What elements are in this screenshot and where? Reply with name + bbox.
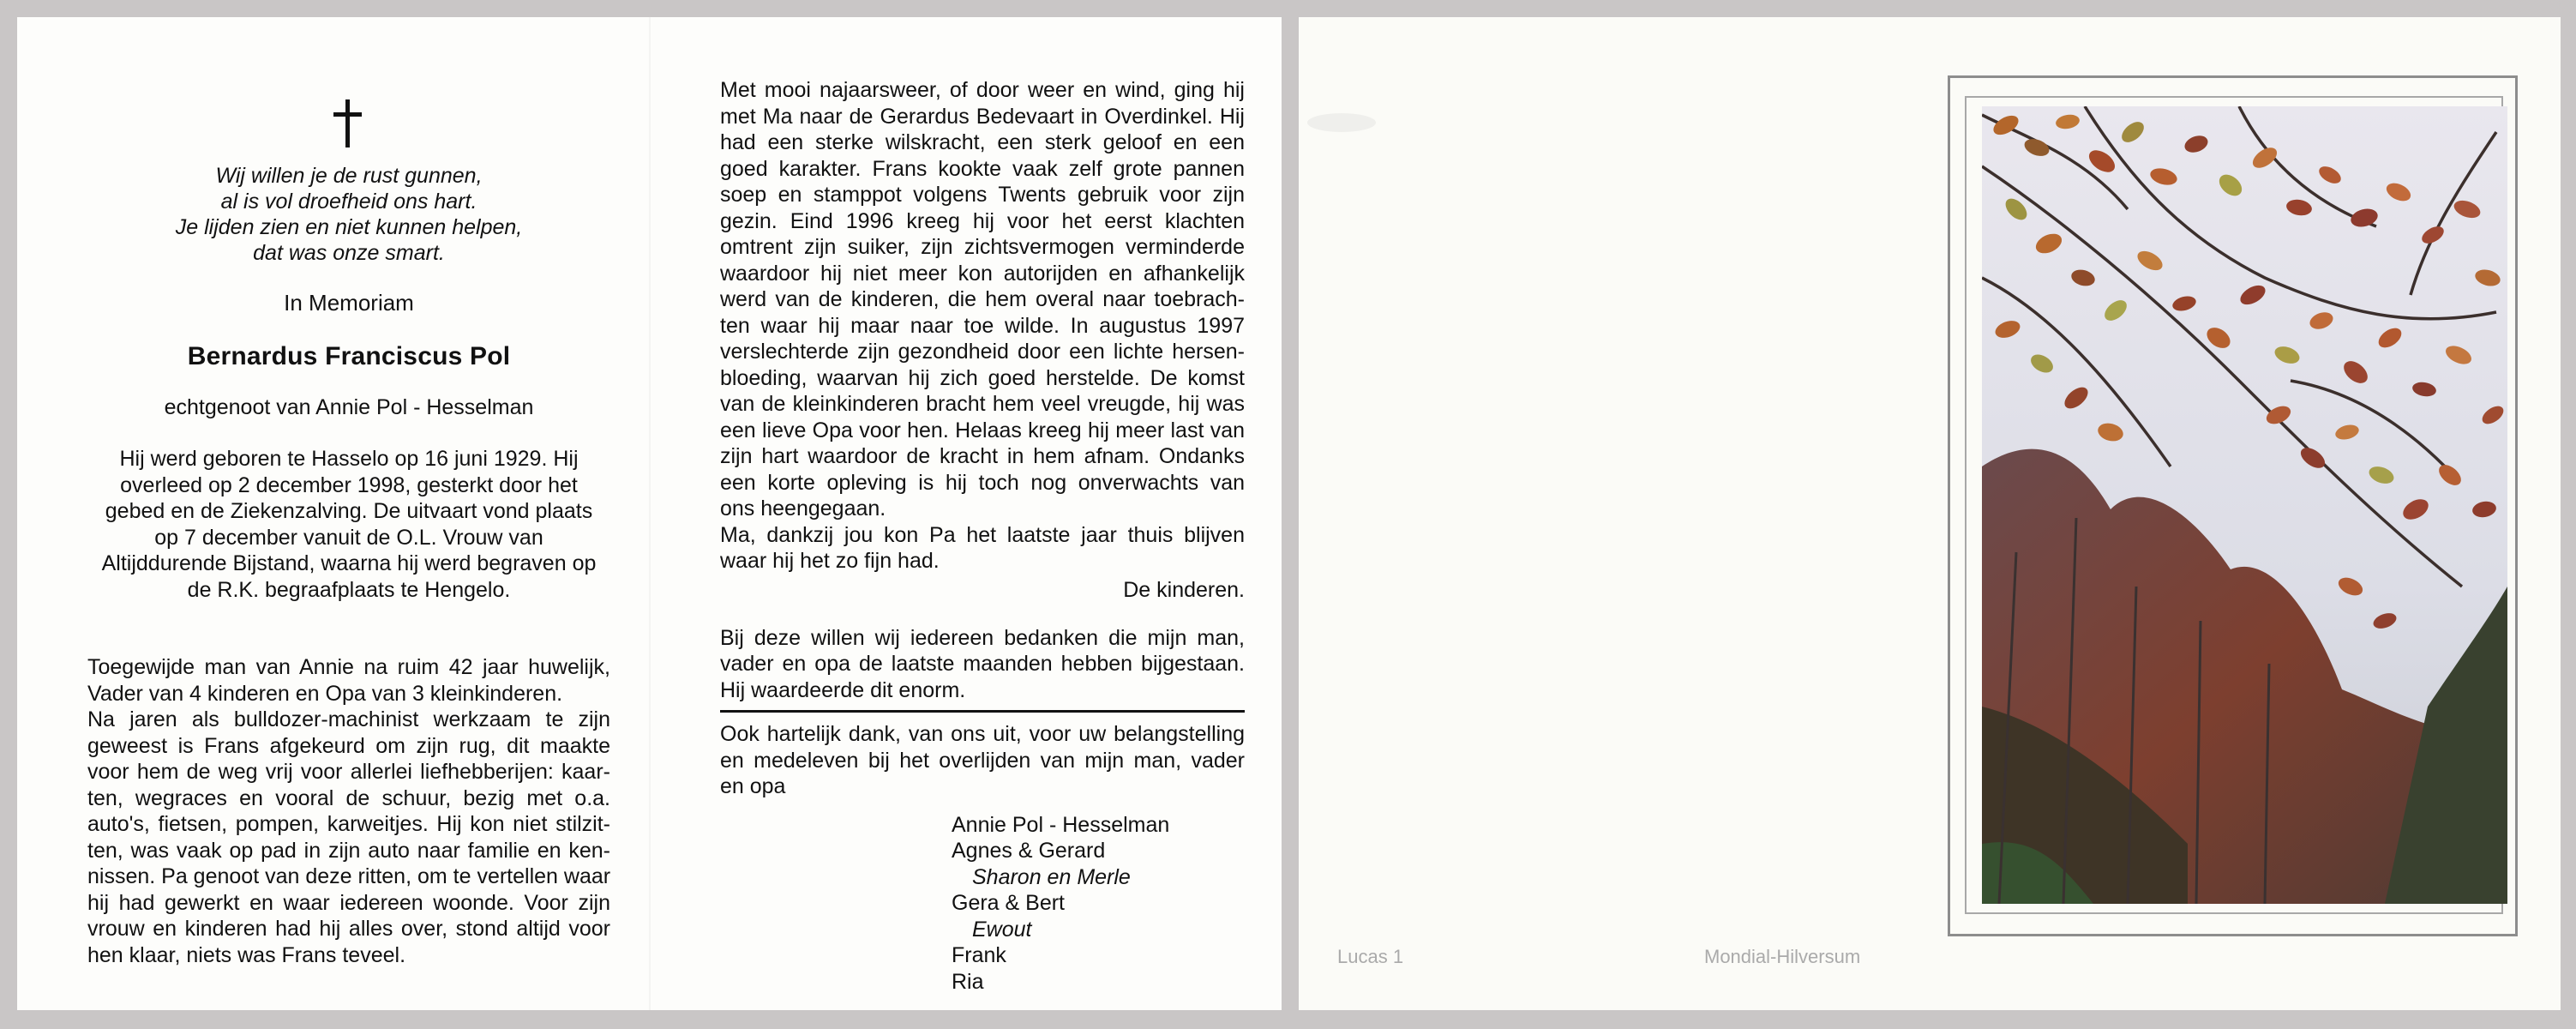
bio-line: op 7 december vanuit de O.L. Vrouw van [154, 525, 543, 550]
story-line: gezin. Eind 1996 kreeg hij voor het eerst klachten [720, 208, 1245, 233]
tribute-line: voor hem de weg vrij voor allerlei liefhebberijen: kaar- [87, 760, 610, 784]
paper-smudge [1307, 113, 1376, 132]
tribute-line: hen klaar, niets was Frans teveel. [87, 942, 406, 967]
spouse-line: echtgenoot van Annie Pol - Hesselman [164, 395, 534, 419]
footer-printer: Mondial-Hilversum [1704, 946, 1861, 967]
poem [87, 163, 610, 266]
children-signature: De kinderen. [1123, 577, 1245, 602]
signatory: Annie Pol - Hesselman [952, 812, 1170, 837]
story-line: soep en stamppot volgens Twents gebruik voor zijn [720, 183, 1245, 207]
signatory: Frank [952, 943, 1006, 967]
biography [87, 446, 610, 603]
tribute-line: Toegewijde man van Annie na ruim 42 jaar huwelijk, [87, 655, 610, 679]
deceased-name: Bernardus Franciscus Pol [187, 342, 511, 370]
tribute-line: Na jaren als bulldozer-machinist werkzaam te zijn [87, 707, 610, 731]
tribute-line: ten, wegraces en vooral de schuur, bezig met o.a. [87, 785, 610, 810]
signatory: Gera & Bert [952, 891, 1065, 915]
poem-line: dat was onze smart. [253, 241, 445, 265]
story-line: Ma, dankzij jou kon Pa het laatste jaar thuis blijven [720, 522, 1245, 547]
divider [720, 710, 1245, 713]
poem-line: al is vol droefheid ons hart. [220, 190, 477, 214]
story-line: zijn hart waardoor de kracht in hem afnam. Ondanks [720, 444, 1245, 468]
story-line: met Ma naar de Gerardus Bedevaart in Overdinkel. Hij [720, 104, 1245, 129]
fold-line [649, 17, 651, 1010]
bio-line: overleed op 2 december 1998, gesterkt door het [120, 472, 578, 497]
story-line: een korte opleving is hij toch nog onverwachts van [720, 470, 1245, 495]
bio-line: Hij werd geboren te Hasselo op 16 juni 1929. Hij [119, 447, 579, 471]
tribute-line: ten, was vaak op pad in zijn auto naar familie en ken- [87, 838, 610, 863]
acknowledgement-line: en opa [720, 774, 786, 798]
story-line: ten waar hij maar naar toe wilde. In augustus 1997 [720, 313, 1245, 338]
signatory: Ria [952, 969, 984, 994]
tribute-line: hij had gewerkt en waar iedereen woonde. Voor zijn [87, 890, 610, 915]
autumn-leaves-photo-icon [1982, 106, 2507, 904]
poem-line: Je lijden zien en niet kunnen helpen, [175, 215, 523, 239]
thanks-line: vader en opa de laatste maanden hebben bijgestaan. [720, 652, 1245, 676]
left-card-page [17, 17, 1282, 1010]
story-line: bloeding, waarvan hij zich goed herstelde. De komst [720, 365, 1245, 390]
acknowledgement-paragraph [720, 721, 1245, 800]
right-column [720, 77, 1245, 995]
tribute-line: vrouw en kinderen had hij alles over, stond altijd voor [87, 917, 610, 941]
story-line: een lieve Opa voor hen. Helaas kreeg hij meer last van [720, 418, 1245, 442]
story-line: Met mooi najaarsweer, of door weer en wind, ging hij [720, 78, 1245, 102]
tribute-line: nissen. Pa genoot van deze ritten, om te vertellen waar [87, 864, 611, 888]
footer-verse-ref: Lucas 1 [1337, 946, 1404, 967]
signatory: Sharon en Merle [972, 864, 1131, 889]
right-card-page [1299, 17, 2561, 1010]
story-line: werd van de kinderen, die hem overal naar toebrach- [720, 287, 1245, 311]
cross-icon [87, 77, 610, 147]
left-column [87, 77, 610, 968]
story-line: goed karakter. Frans kookte vaak zelf grote pannen [720, 156, 1245, 181]
signatory: Ewout [972, 917, 1032, 942]
poem-line: Wij willen je de rust gunnen, [215, 164, 483, 188]
story-line: had een sterke wilskracht, een sterk geloof en een [720, 130, 1245, 154]
tribute-line: geweest is Frans afgekeurd om zijn rug, dit maakte [87, 733, 610, 758]
signatory: Agnes & Gerard [952, 839, 1106, 863]
acknowledgement-line: Ook hartelijk dank, van ons uit, voor uw belangstelling [720, 722, 1245, 746]
story-line: van de kleinkinderen bracht hem veel vreugde, hij was [720, 392, 1245, 416]
bio-line: de R.K. begraafplaats te Hengelo. [187, 577, 511, 602]
story-line: ons heengegaan. [720, 496, 886, 521]
in-memoriam-heading: In Memoriam [284, 290, 414, 316]
bio-line: gebed en de Ziekenzalving. De uitvaart vond plaats [105, 499, 593, 523]
acknowledgement-line: en medeleven bij het overlijden van mijn man, vader [720, 748, 1245, 773]
story-line: waar hij het zo fijn had. [720, 549, 940, 573]
tribute-line: auto's, fietsen, pompen, karweitjes. Hij kon niet stilzit- [87, 812, 610, 836]
story-line: omtrent zijn suiker, zijn zichtsvermogen verminderde [720, 235, 1245, 259]
bio-line: Altijddurende Bijstand, waarna hij werd begraven op [101, 551, 597, 575]
thanks-paragraph [720, 625, 1245, 704]
thanks-line: Bij deze willen wij iedereen bedanken die mijn man, [720, 625, 1245, 650]
signatories-list [952, 812, 1245, 996]
thanks-line: Hij waardeerde dit enorm. [720, 677, 966, 702]
tribute-paragraph [87, 654, 610, 968]
tribute-line: Vader van 4 kinderen en Opa van 3 kleinkinderen. [87, 681, 563, 706]
story-line: verslechterde zijn gezondheid door een lichte hersen- [720, 340, 1245, 364]
story-paragraph [720, 77, 1245, 575]
story-line: waardoor hij niet meer kon autorijden en afhankelijk [720, 261, 1245, 286]
